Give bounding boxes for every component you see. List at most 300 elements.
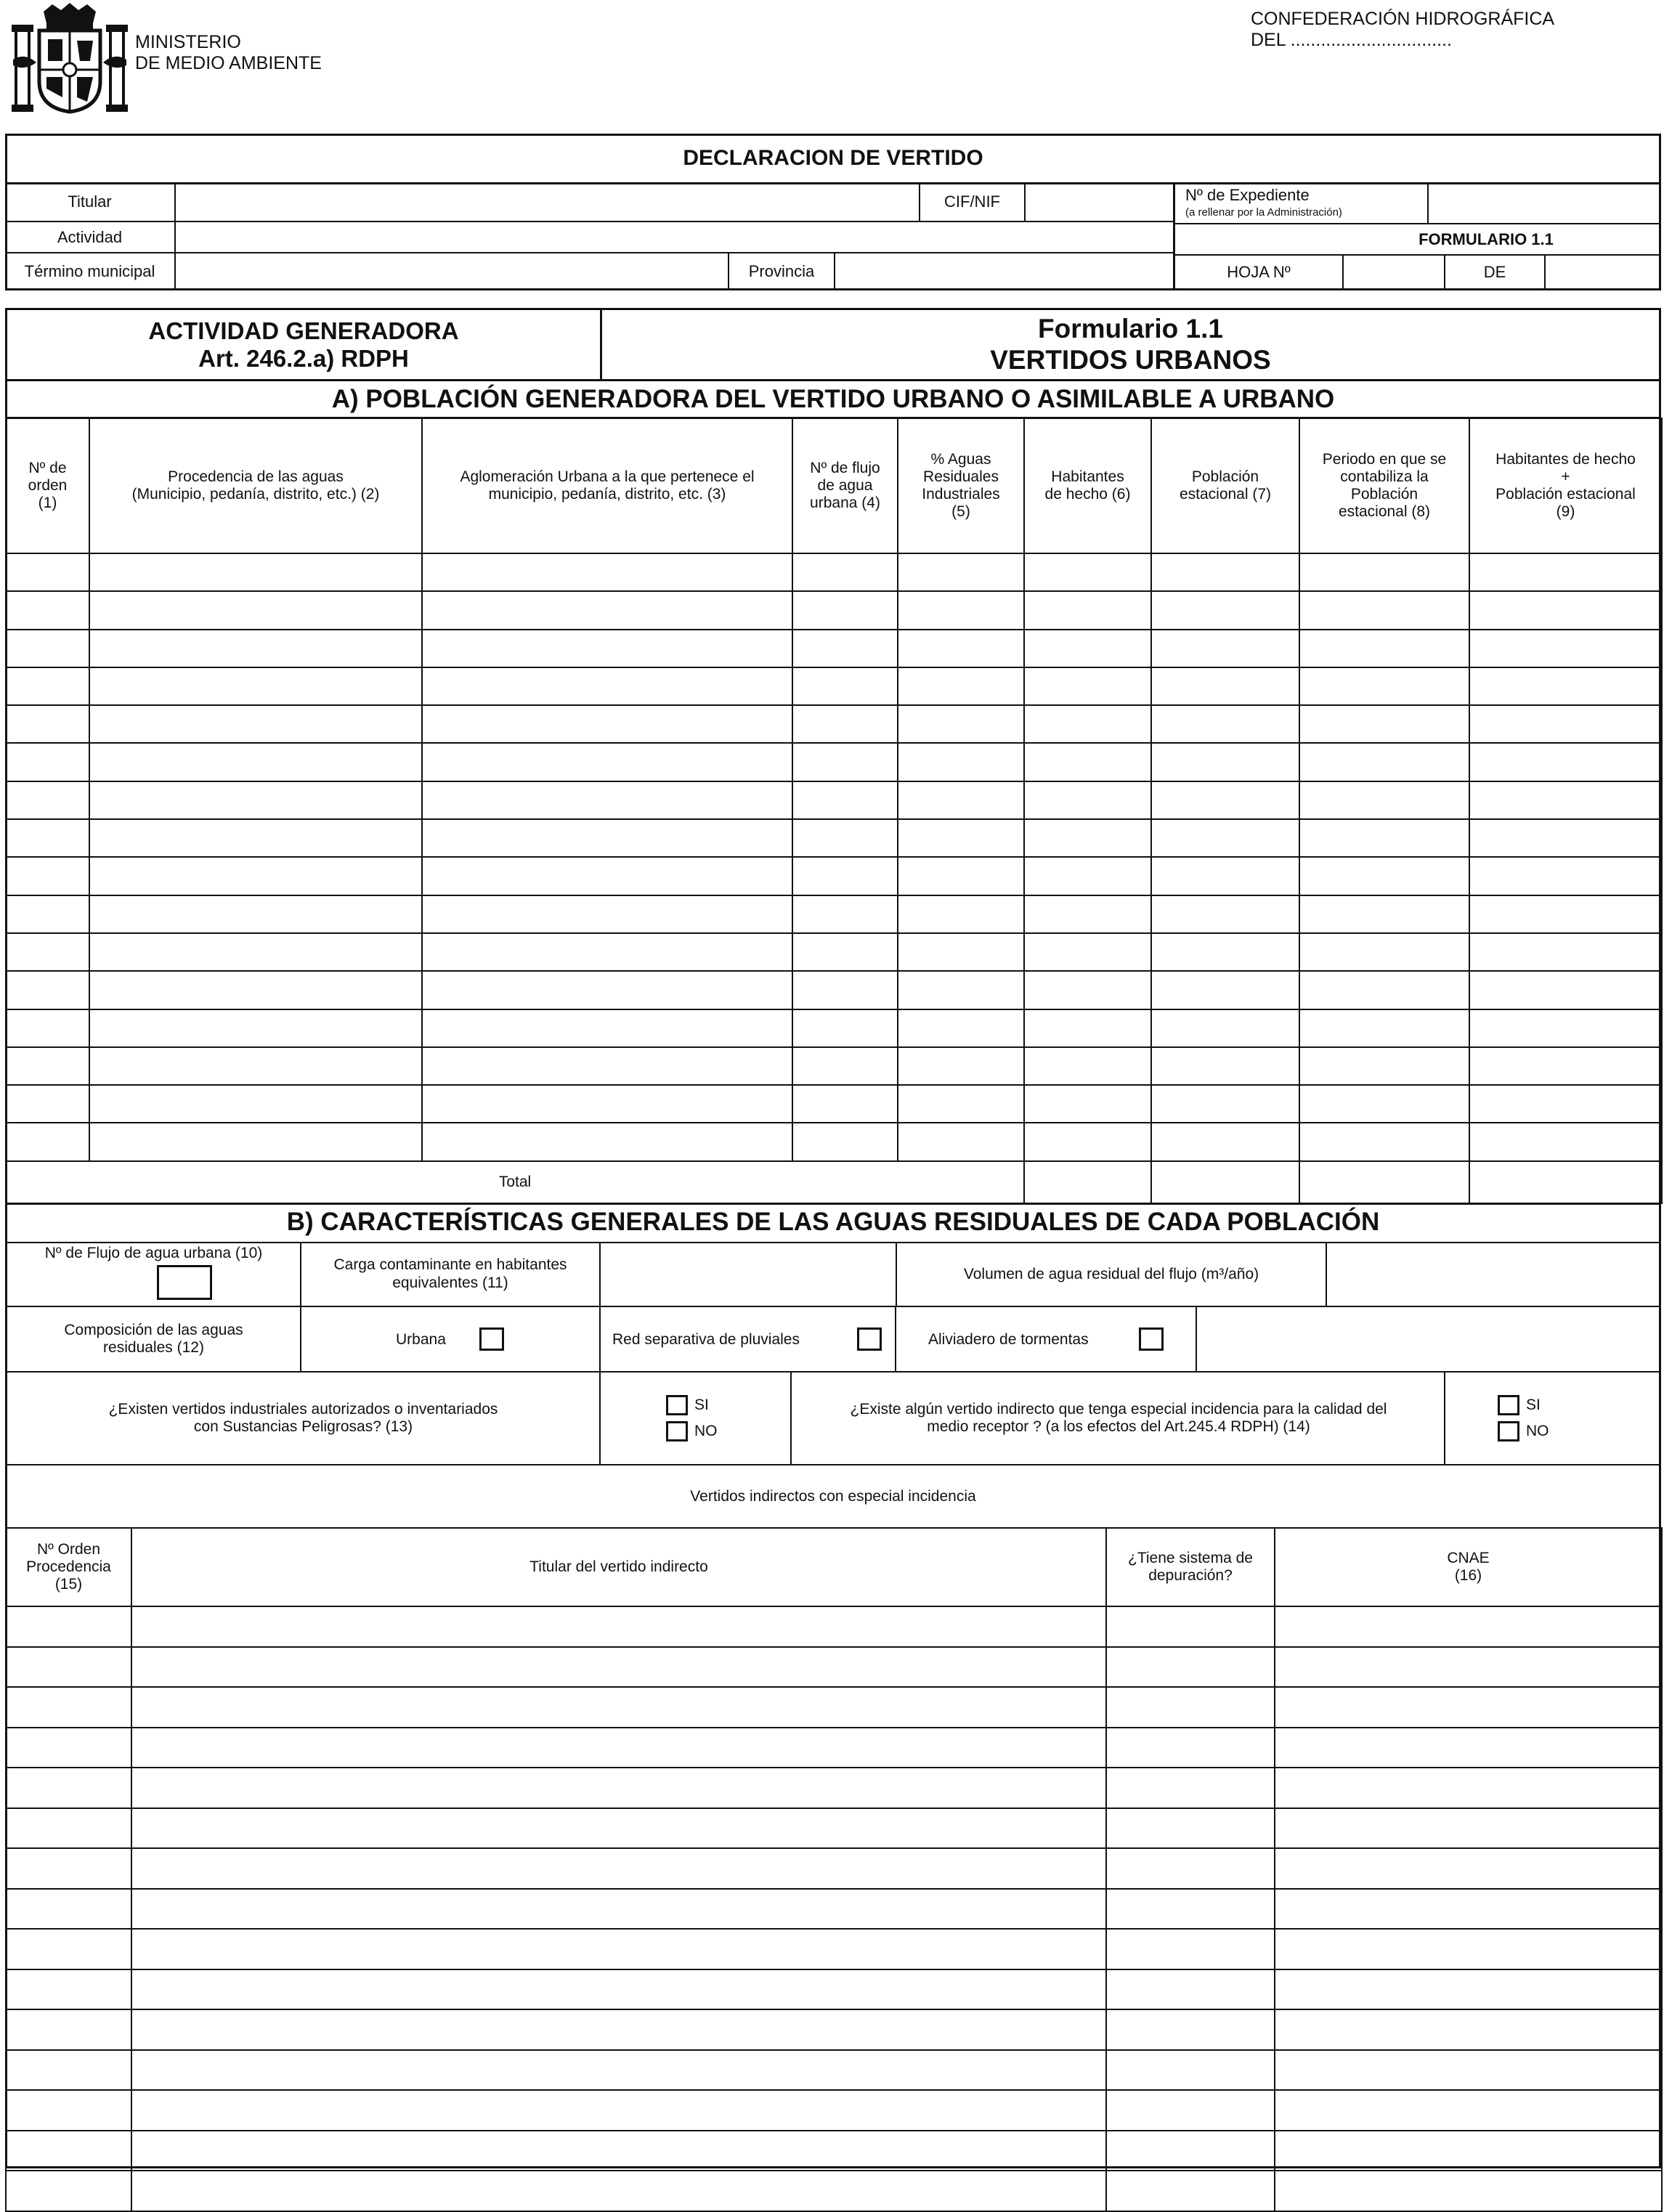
poblacion-table-cell[interactable] <box>6 857 89 895</box>
indirectos-table-cell[interactable] <box>1275 1728 1662 1768</box>
poblacion-table-row <box>6 819 1662 857</box>
poblacion-table-cell[interactable] <box>6 781 89 819</box>
indirectos-table-cell[interactable] <box>6 1889 131 1930</box>
poblacion-table-cell[interactable] <box>89 553 422 591</box>
poblacion-table-cell[interactable] <box>1299 1123 1469 1160</box>
indirectos-table-cell[interactable] <box>131 1889 1106 1930</box>
poblacion-table-row <box>6 895 1662 933</box>
poblacion-table-cell[interactable] <box>6 667 89 705</box>
indirectos-table-cell[interactable] <box>1275 1687 1662 1728</box>
poblacion-table-cell[interactable] <box>6 553 89 591</box>
poblacion-table-cell[interactable] <box>1024 743 1151 781</box>
poblacion-table-cell[interactable] <box>89 1085 422 1123</box>
poblacion-table-cell[interactable] <box>1299 705 1469 743</box>
poblacion-table-cell[interactable] <box>898 1009 1024 1047</box>
poblacion-table-cell[interactable] <box>792 857 898 895</box>
poblacion-table-cell[interactable] <box>1469 591 1662 629</box>
poblacion-table-cell[interactable] <box>898 1123 1024 1160</box>
poblacion-table-cell[interactable] <box>1299 781 1469 819</box>
indirectos-table-cell[interactable] <box>1275 1848 1662 1889</box>
poblacion-table-cell[interactable] <box>1299 667 1469 705</box>
poblacion-table-cell[interactable] <box>1299 553 1469 591</box>
vertidos-indirectos-table <box>5 1527 1663 2212</box>
indirectos-table-row <box>6 1768 1662 1808</box>
indirectos-table-cell[interactable] <box>1106 1808 1275 1849</box>
indirectos-table-row <box>6 2090 1662 2131</box>
poblacion-table-cell[interactable] <box>898 705 1024 743</box>
poblacion-table-cell[interactable] <box>1024 553 1151 591</box>
indirectos-table-cell[interactable] <box>1275 1768 1662 1808</box>
composicion-label: Composición de las aguas residuales (12) <box>64 1321 243 1356</box>
indirectos-table-row <box>6 1647 1662 1688</box>
indirectos-table-cell[interactable] <box>1106 2009 1275 2050</box>
indirectos-table-cell[interactable] <box>131 1929 1106 1969</box>
poblacion-table-row <box>6 667 1662 705</box>
poblacion-table-cell[interactable] <box>1469 1123 1662 1160</box>
poblacion-table-cell[interactable] <box>89 667 422 705</box>
poblacion-table-cell[interactable] <box>422 705 792 743</box>
poblacion-table-cell[interactable] <box>898 591 1024 629</box>
poblacion-table-cell[interactable] <box>1151 895 1299 933</box>
poblacion-table-cell[interactable] <box>1024 1123 1151 1160</box>
q13-no-checkbox[interactable] <box>666 1421 688 1442</box>
poblacion-table-cell[interactable] <box>1024 933 1151 971</box>
indirectos-table-cell[interactable] <box>6 1848 131 1889</box>
poblacion-table-cell[interactable] <box>792 895 898 933</box>
poblacion-table-cell[interactable] <box>89 933 422 971</box>
poblacion-table-cell[interactable] <box>6 895 89 933</box>
indirectos-table-cell[interactable] <box>6 2131 131 2171</box>
poblacion-table-cell[interactable] <box>1299 819 1469 857</box>
poblacion-table-cell[interactable] <box>422 971 792 1009</box>
col-header-periodo: Periodo en que se contabiliza la Población estacional (8) <box>1299 418 1469 553</box>
indirectos-title: Vertidos indirectos con especial incidencia <box>690 1487 976 1505</box>
poblacion-table-cell[interactable] <box>6 819 89 857</box>
aliviadero-label: Aliviadero de tormentas <box>928 1330 1089 1348</box>
poblacion-table-cell[interactable] <box>792 553 898 591</box>
poblacion-table-cell[interactable] <box>6 743 89 781</box>
poblacion-table-cell[interactable] <box>1469 630 1662 667</box>
indirectos-table-cell[interactable] <box>131 2131 1106 2171</box>
q13-si-label: SI <box>694 1396 709 1413</box>
poblacion-table-cell[interactable] <box>89 895 422 933</box>
flujo-input[interactable] <box>157 1265 212 1300</box>
poblacion-table-cell[interactable] <box>89 743 422 781</box>
indirectos-table-cell[interactable] <box>1275 1647 1662 1688</box>
coat-of-arms-logo <box>10 1 129 115</box>
poblacion-table-cell[interactable] <box>1024 591 1151 629</box>
poblacion-table-cell[interactable] <box>1151 971 1299 1009</box>
poblacion-table-cell[interactable] <box>1151 667 1299 705</box>
provincia-label: Provincia <box>748 261 815 280</box>
poblacion-table-cell[interactable] <box>1024 705 1151 743</box>
hoja-field[interactable] <box>1344 256 1444 289</box>
indirectos-table-row <box>6 1687 1662 1728</box>
poblacion-table-row <box>6 1085 1662 1123</box>
poblacion-table-cell[interactable] <box>898 1085 1024 1123</box>
poblacion-table-cell[interactable] <box>89 1047 422 1085</box>
col-header-orden: Nº de orden (1) <box>6 418 89 553</box>
carga-field[interactable] <box>601 1243 895 1306</box>
poblacion-table-cell[interactable] <box>898 819 1024 857</box>
poblacion-table-cell[interactable] <box>792 781 898 819</box>
section-b-title: B) CARACTERÍSTICAS GENERALES DE LAS AGUAS RESIDUALES DE CADA POBLACIÓN <box>286 1207 1380 1236</box>
poblacion-table-cell[interactable] <box>1469 1085 1662 1123</box>
poblacion-table-cell[interactable] <box>898 933 1024 971</box>
poblacion-table-cell[interactable] <box>1469 819 1662 857</box>
indirectos-table-cell[interactable] <box>6 1768 131 1808</box>
col-header-habitantes-total: Habitantes de hecho + Población estacional (9) <box>1469 418 1662 553</box>
poblacion-table-cell[interactable] <box>6 971 89 1009</box>
actividad-generadora-title: ACTIVIDAD GENERADORA Art. 246.2.a) RDPH <box>148 317 459 372</box>
poblacion-table-cell[interactable] <box>1024 895 1151 933</box>
actividad-field[interactable] <box>176 222 1172 252</box>
poblacion-table-cell[interactable] <box>792 1047 898 1085</box>
poblacion-table-cell[interactable] <box>422 895 792 933</box>
carga-label: Carga contaminante en habitantes equivalentes (11) <box>333 1256 567 1291</box>
indirectos-table-row <box>6 1889 1662 1930</box>
indirectos-table-cell[interactable] <box>131 1808 1106 1849</box>
indirectos-table-cell[interactable] <box>1275 2050 1662 2091</box>
poblacion-table-cell[interactable] <box>1299 857 1469 895</box>
poblacion-table-cell[interactable] <box>898 667 1024 705</box>
poblacion-table-cell[interactable] <box>6 1009 89 1047</box>
total-poblacion-estacional[interactable] <box>1151 1161 1299 1203</box>
indirectos-table-row <box>6 1606 1662 1647</box>
poblacion-table-cell[interactable] <box>89 591 422 629</box>
poblacion-table-cell[interactable] <box>898 971 1024 1009</box>
poblacion-table-cell[interactable] <box>898 553 1024 591</box>
poblacion-table-cell[interactable] <box>1024 781 1151 819</box>
poblacion-table-cell[interactable] <box>898 857 1024 895</box>
poblacion-table-cell[interactable] <box>1469 1047 1662 1085</box>
poblacion-table-cell[interactable] <box>1024 1047 1151 1085</box>
poblacion-table-cell[interactable] <box>89 630 422 667</box>
poblacion-table-cell[interactable] <box>792 630 898 667</box>
poblacion-table-cell[interactable] <box>792 819 898 857</box>
poblacion-table-cell[interactable] <box>1469 781 1662 819</box>
col-header-titular-indirecto: Titular del vertido indirecto <box>131 1528 1106 1606</box>
poblacion-table-cell[interactable] <box>1151 553 1299 591</box>
poblacion-table <box>5 418 1663 1204</box>
poblacion-table-cell[interactable] <box>1024 857 1151 895</box>
poblacion-table-cell[interactable] <box>89 1009 422 1047</box>
poblacion-table-cell[interactable] <box>1469 933 1662 971</box>
indirectos-table-cell[interactable] <box>1275 2171 1662 2211</box>
poblacion-table-cell[interactable] <box>792 743 898 781</box>
indirectos-table-row <box>6 1848 1662 1889</box>
indirectos-table-cell[interactable] <box>1106 1728 1275 1768</box>
poblacion-table-cell[interactable] <box>6 933 89 971</box>
indirectos-table-cell[interactable] <box>131 1687 1106 1728</box>
poblacion-table-cell[interactable] <box>1151 591 1299 629</box>
poblacion-table-row <box>6 630 1662 667</box>
volumen-label: Volumen de agua residual del flujo (m³/año) <box>963 1265 1259 1282</box>
indirectos-table-cell[interactable] <box>1275 1929 1662 1969</box>
poblacion-table-cell[interactable] <box>1299 743 1469 781</box>
vertidos-urbanos-title: Formulario 1.1 VERTIDOS URBANOS <box>990 313 1271 375</box>
indirectos-table-cell[interactable] <box>131 1848 1106 1889</box>
urbana-checkbox[interactable] <box>479 1327 504 1351</box>
q14-label: ¿Existe algún vertido indirecto que tenga especial incidencia para la calidad del medio receptor ? (a los efectos del Art.245.4 RDPH) (14) <box>850 1400 1387 1435</box>
poblacion-table-cell[interactable] <box>1151 1123 1299 1160</box>
poblacion-table-row <box>6 743 1662 781</box>
poblacion-table-cell[interactable] <box>422 1009 792 1047</box>
col-header-aglomeracion: Aglomeración Urbana a la que pertenece el municipio, pedanía, distrito, etc. (3) <box>422 418 792 553</box>
poblacion-table-cell[interactable] <box>898 895 1024 933</box>
indirectos-table-cell[interactable] <box>1106 2090 1275 2131</box>
poblacion-table-cell[interactable] <box>1151 857 1299 895</box>
titular-label: Titular <box>68 192 112 211</box>
indirectos-table-cell[interactable] <box>131 1647 1106 1688</box>
poblacion-table-cell[interactable] <box>6 1047 89 1085</box>
poblacion-table-cell[interactable] <box>1024 667 1151 705</box>
total-habitantes-total[interactable] <box>1469 1161 1662 1203</box>
poblacion-table-cell[interactable] <box>89 1123 422 1160</box>
cif-label: CIF/NIF <box>944 192 1000 211</box>
poblacion-table-row <box>6 591 1662 629</box>
indirectos-table-cell[interactable] <box>1275 1606 1662 1647</box>
poblacion-table-cell[interactable] <box>792 933 898 971</box>
indirectos-table-cell[interactable] <box>1106 1606 1275 1647</box>
poblacion-table-cell[interactable] <box>1469 743 1662 781</box>
indirectos-table-cell[interactable] <box>131 1969 1106 2010</box>
col-header-procedencia: Procedencia de las aguas (Municipio, pedanía, distrito, etc.) (2) <box>89 418 422 553</box>
poblacion-table-row <box>6 1047 1662 1085</box>
poblacion-table-cell[interactable] <box>422 743 792 781</box>
indirectos-table-cell[interactable] <box>6 1647 131 1688</box>
ministry-name: MINISTERIO DE MEDIO AMBIENTE <box>135 32 322 73</box>
poblacion-table-cell[interactable] <box>1469 895 1662 933</box>
q13-no-label: NO <box>694 1422 718 1439</box>
indirectos-table-row <box>6 2009 1662 2050</box>
indirectos-table-cell[interactable] <box>1106 1848 1275 1889</box>
poblacion-table-row <box>6 781 1662 819</box>
col-header-sistema-depuracion: ¿Tiene sistema de depuración? <box>1106 1528 1275 1606</box>
poblacion-table-cell[interactable] <box>1469 857 1662 895</box>
indirectos-table-cell[interactable] <box>6 1606 131 1647</box>
poblacion-table-cell[interactable] <box>422 857 792 895</box>
poblacion-table-cell[interactable] <box>1299 1047 1469 1085</box>
poblacion-table-cell[interactable] <box>1299 971 1469 1009</box>
expediente-label: Nº de Expediente <box>1185 186 1310 205</box>
total-label: Total <box>6 1161 1024 1203</box>
indirectos-table-row <box>6 1728 1662 1768</box>
col-header-num-flujo: Nº de flujo de agua urbana (4) <box>792 418 898 553</box>
q14-si-label: SI <box>1526 1396 1541 1413</box>
poblacion-table-cell[interactable] <box>422 781 792 819</box>
indirectos-table-cell[interactable] <box>6 1929 131 1969</box>
red-separativa-label: Red separativa de pluviales <box>612 1330 800 1348</box>
poblacion-table-cell[interactable] <box>1469 1009 1662 1047</box>
poblacion-table-cell[interactable] <box>1024 630 1151 667</box>
indirectos-table-cell[interactable] <box>6 2050 131 2091</box>
indirectos-table-cell[interactable] <box>1106 1929 1275 1969</box>
poblacion-table-cell[interactable] <box>1151 933 1299 971</box>
poblacion-table-cell[interactable] <box>792 667 898 705</box>
poblacion-table-cell[interactable] <box>1024 819 1151 857</box>
indirectos-table-cell[interactable] <box>6 1969 131 2010</box>
poblacion-table-cell[interactable] <box>422 1123 792 1160</box>
poblacion-table-cell[interactable] <box>792 971 898 1009</box>
poblacion-table-cell[interactable] <box>1299 933 1469 971</box>
poblacion-table-cell[interactable] <box>422 553 792 591</box>
aliviadero-checkbox[interactable] <box>1139 1327 1164 1351</box>
poblacion-table-cell[interactable] <box>898 743 1024 781</box>
poblacion-table-cell[interactable] <box>792 1009 898 1047</box>
urbana-label: Urbana <box>396 1330 446 1348</box>
indirectos-table-row <box>6 1929 1662 1969</box>
termino-field[interactable] <box>176 253 728 289</box>
indirectos-table-cell[interactable] <box>6 2171 131 2211</box>
poblacion-table-cell[interactable] <box>1469 971 1662 1009</box>
poblacion-table-cell[interactable] <box>89 705 422 743</box>
actividad-label: Actividad <box>57 227 123 246</box>
provincia-field[interactable] <box>835 253 1173 289</box>
poblacion-table-cell[interactable] <box>898 630 1024 667</box>
poblacion-table-cell[interactable] <box>1469 553 1662 591</box>
poblacion-table-cell[interactable] <box>89 819 422 857</box>
poblacion-table-row <box>6 705 1662 743</box>
indirectos-table-cell[interactable] <box>131 1728 1106 1768</box>
indirectos-table-row <box>6 2131 1662 2171</box>
indirectos-table-cell[interactable] <box>1275 1889 1662 1930</box>
indirectos-table-cell[interactable] <box>131 1606 1106 1647</box>
indirectos-table-cell[interactable] <box>6 1808 131 1849</box>
poblacion-table-cell[interactable] <box>1151 819 1299 857</box>
cif-field[interactable] <box>1026 184 1172 221</box>
total-habitantes-hecho[interactable] <box>1024 1161 1151 1203</box>
poblacion-table-cell[interactable] <box>6 705 89 743</box>
de-field[interactable] <box>1546 256 1660 289</box>
indirectos-table-cell[interactable] <box>6 2009 131 2050</box>
expediente-note: (a rellenar por la Administración) <box>1185 206 1342 219</box>
poblacion-table-cell[interactable] <box>6 1085 89 1123</box>
indirectos-table-row <box>6 2171 1662 2211</box>
poblacion-table-cell[interactable] <box>1151 1085 1299 1123</box>
indirectos-table-cell[interactable] <box>1106 1889 1275 1930</box>
section-a-title: A) POBLACIÓN GENERADORA DEL VERTIDO URBANO O ASIMILABLE A URBANO <box>331 384 1335 413</box>
poblacion-table-cell[interactable] <box>89 971 422 1009</box>
poblacion-table-cell[interactable] <box>6 630 89 667</box>
q13-label: ¿Existen vertidos industriales autorizados o inventariados con Sustancias Peligrosas? (13) <box>108 1400 498 1435</box>
poblacion-table-cell[interactable] <box>89 857 422 895</box>
indirectos-table-row <box>6 2050 1662 2091</box>
indirectos-table-cell[interactable] <box>131 2050 1106 2091</box>
indirectos-table-cell[interactable] <box>131 2009 1106 2050</box>
red-separativa-checkbox[interactable] <box>857 1327 882 1351</box>
termino-label: Término municipal <box>24 261 155 280</box>
poblacion-table-cell[interactable] <box>1151 1047 1299 1085</box>
poblacion-table-cell[interactable] <box>1299 895 1469 933</box>
poblacion-table-cell[interactable] <box>422 1085 792 1123</box>
poblacion-table-cell[interactable] <box>422 819 792 857</box>
indirectos-table-cell[interactable] <box>1275 1808 1662 1849</box>
indirectos-table-cell[interactable] <box>131 2171 1106 2211</box>
indirectos-table-cell[interactable] <box>6 1687 131 1728</box>
poblacion-table-cell[interactable] <box>422 1047 792 1085</box>
flujo-label: Nº de Flujo de agua urbana (10) <box>44 1244 263 1261</box>
indirectos-table-cell[interactable] <box>1106 1969 1275 2010</box>
indirectos-table-cell[interactable] <box>1275 2009 1662 2050</box>
poblacion-table-cell[interactable] <box>1151 705 1299 743</box>
poblacion-table-cell[interactable] <box>1469 667 1662 705</box>
poblacion-table-cell[interactable] <box>792 705 898 743</box>
q14-si-checkbox[interactable] <box>1498 1395 1519 1415</box>
col-header-habitantes-hecho: Habitantes de hecho (6) <box>1024 418 1151 553</box>
indirectos-table-row <box>6 1969 1662 2010</box>
de-label: DE <box>1483 263 1506 282</box>
poblacion-table-cell[interactable] <box>422 933 792 971</box>
indirectos-table-cell[interactable] <box>131 2090 1106 2131</box>
indirectos-table-cell[interactable] <box>6 1728 131 1768</box>
q14-no-label: NO <box>1526 1422 1549 1439</box>
poblacion-table-cell[interactable] <box>1151 630 1299 667</box>
indirectos-table-cell[interactable] <box>1106 1687 1275 1728</box>
poblacion-table-cell[interactable] <box>1299 630 1469 667</box>
poblacion-table-cell[interactable] <box>792 1123 898 1160</box>
poblacion-table-cell[interactable] <box>792 1085 898 1123</box>
indirectos-table-cell[interactable] <box>1106 2171 1275 2211</box>
poblacion-table-cell[interactable] <box>1151 781 1299 819</box>
poblacion-table-cell[interactable] <box>6 1123 89 1160</box>
indirectos-table-cell[interactable] <box>1275 1969 1662 2010</box>
poblacion-table-cell[interactable] <box>898 1047 1024 1085</box>
indirectos-table-cell[interactable] <box>131 1768 1106 1808</box>
indirectos-table-cell[interactable] <box>1106 2050 1275 2091</box>
poblacion-table-cell[interactable] <box>1151 743 1299 781</box>
col-header-cnae: CNAE (16) <box>1275 1528 1662 1606</box>
poblacion-table-cell[interactable] <box>1299 1085 1469 1123</box>
indirectos-table-cell[interactable] <box>1275 2131 1662 2171</box>
confederation-label: CONFEDERACIÓN HIDROGRÁFICA DEL ................................ <box>1251 9 1555 50</box>
poblacion-table-cell[interactable] <box>422 591 792 629</box>
poblacion-table-cell[interactable] <box>1024 971 1151 1009</box>
poblacion-table-cell[interactable] <box>792 591 898 629</box>
poblacion-table-cell[interactable] <box>422 667 792 705</box>
poblacion-table-cell[interactable] <box>6 591 89 629</box>
volumen-field[interactable] <box>1328 1243 1659 1306</box>
poblacion-table-row <box>6 1009 1662 1047</box>
poblacion-table-cell[interactable] <box>898 781 1024 819</box>
col-header-aguas-industriales: % Aguas Residuales Industriales (5) <box>898 418 1024 553</box>
poblacion-table-cell[interactable] <box>422 630 792 667</box>
expediente-field[interactable] <box>1429 184 1660 222</box>
formulario-label: FORMULARIO 1.1 <box>1419 229 1554 248</box>
poblacion-table-cell[interactable] <box>1024 1085 1151 1123</box>
poblacion-table-row <box>6 1123 1662 1160</box>
indirectos-table-cell[interactable] <box>1275 2090 1662 2131</box>
indirectos-table-cell[interactable] <box>1106 1647 1275 1688</box>
col-header-orden-procedencia: Nº Orden Procedencia (15) <box>6 1528 131 1606</box>
indirectos-table-row <box>6 1808 1662 1849</box>
col-header-poblacion-estacional: Población estacional (7) <box>1151 418 1299 553</box>
q13-si-checkbox[interactable] <box>666 1395 688 1415</box>
poblacion-table-cell[interactable] <box>1299 591 1469 629</box>
poblacion-table-row <box>6 933 1662 971</box>
indirectos-table-cell[interactable] <box>1106 1768 1275 1808</box>
poblacion-table-cell[interactable] <box>1024 1009 1151 1047</box>
q14-no-checkbox[interactable] <box>1498 1421 1519 1442</box>
poblacion-table-cell[interactable] <box>89 781 422 819</box>
poblacion-table-cell[interactable] <box>1151 1009 1299 1047</box>
titular-field[interactable] <box>176 184 918 221</box>
indirectos-table-cell[interactable] <box>1106 2131 1275 2171</box>
indirectos-table-cell[interactable] <box>6 2090 131 2131</box>
poblacion-table-cell[interactable] <box>1469 705 1662 743</box>
poblacion-table-row <box>6 553 1662 591</box>
poblacion-table-cell[interactable] <box>1299 1009 1469 1047</box>
